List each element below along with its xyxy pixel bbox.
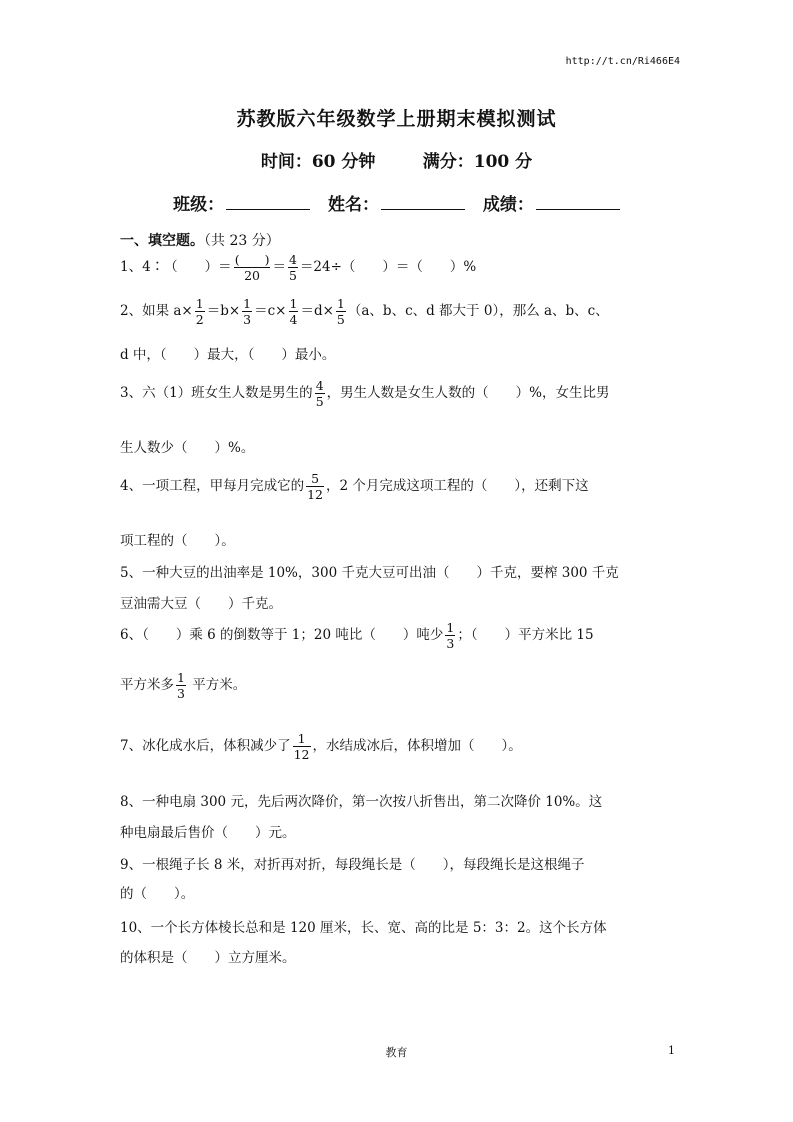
q2-f3-den: 4 bbox=[289, 312, 298, 327]
q4-text-a: 4、一项工程，甲每月完成它的 bbox=[120, 478, 305, 494]
time-limit: 时间：60 分钟 bbox=[260, 152, 376, 172]
q2-fraction-3 bbox=[289, 296, 299, 327]
question-10: 10、一个长方体棱长总和是 120 厘米，长、宽、高的比是 5：3：2。这个长方体 bbox=[120, 920, 607, 936]
q7-text-b: ，水结成冰后，体积增加（ ）。 bbox=[312, 738, 522, 754]
grade-blank[interactable] bbox=[536, 195, 620, 210]
question-3 bbox=[120, 378, 609, 409]
q3-f-num: 4 bbox=[315, 378, 324, 393]
question-4 bbox=[120, 471, 589, 502]
q6-fraction-1 bbox=[445, 620, 455, 651]
exam-meta bbox=[0, 147, 793, 172]
q1-f2-den: 5 bbox=[288, 268, 297, 283]
q3-fraction bbox=[315, 378, 325, 409]
q2-f1-den: 2 bbox=[195, 312, 204, 327]
question-3-line-2: 生人数少（ ）%。 bbox=[120, 440, 255, 456]
q6-f1-num: 1 bbox=[446, 620, 455, 635]
q4-f-den: 12 bbox=[307, 487, 323, 502]
q2-f2-num: 1 bbox=[243, 296, 252, 311]
q2-text-d: ＝d× bbox=[300, 303, 334, 319]
question-4-line-2: 项工程的（ ）。 bbox=[120, 533, 235, 549]
name-blank[interactable] bbox=[381, 195, 465, 210]
q6-f2-num: 1 bbox=[177, 670, 185, 685]
question-8-line-2: 种电扇最后售价（ ）元。 bbox=[120, 825, 296, 841]
q2-f2-den: 3 bbox=[243, 312, 252, 327]
q1-f1-den: 20 bbox=[244, 268, 261, 283]
q6-f1-den: 3 bbox=[446, 636, 455, 651]
q3-f-den: 5 bbox=[315, 394, 324, 409]
footer-text: 教育 bbox=[385, 1046, 408, 1059]
question-10-line-2: 的体积是（ ）立方厘米。 bbox=[120, 950, 296, 966]
q2-text-c: ＝c× bbox=[254, 303, 287, 319]
question-1 bbox=[120, 252, 476, 283]
q6-text-b: ；（ ）平方米比 15 bbox=[457, 627, 594, 643]
section-note: （共 23 分） bbox=[204, 233, 280, 249]
q4-fraction bbox=[306, 471, 324, 502]
q2-text-a: 2、如果 a× bbox=[120, 303, 193, 319]
q2-fraction-1 bbox=[195, 296, 205, 327]
q2-text-b: ＝b× bbox=[206, 303, 241, 319]
section-title: 一、填空题。 bbox=[120, 233, 204, 249]
q1-text-a: 1、4∶（ ）＝ bbox=[120, 259, 232, 275]
q6-text-a: 6、（ ）乘 6 的倒数等于 1；20 吨比（ ）吨少 bbox=[120, 627, 444, 643]
page-title: 苏教版六年级数学上册期末模拟测试 bbox=[236, 108, 557, 130]
class-blank[interactable] bbox=[226, 195, 310, 210]
q7-f-den: 12 bbox=[293, 747, 310, 762]
q7-fraction bbox=[293, 731, 311, 762]
header-url: http://t.cn/Ri466E4 bbox=[565, 56, 680, 67]
q2-f4-num: 1 bbox=[336, 296, 345, 311]
q7-text-a: 7、冰化成水后，体积减少了 bbox=[120, 738, 291, 754]
q3-text-b: ，男生人数是女生人数的（ ）%，女生比男 bbox=[326, 385, 610, 401]
question-2 bbox=[120, 296, 609, 327]
full-score: 满分：100 分 bbox=[422, 152, 533, 172]
section-heading bbox=[120, 230, 280, 250]
question-6-line-2 bbox=[120, 670, 246, 701]
q2-f3-num: 1 bbox=[289, 296, 298, 311]
q3-text-a: 3、六（1）班女生人数是男生的 bbox=[120, 385, 313, 401]
q2-fraction-4 bbox=[336, 296, 346, 327]
question-5-line-2: 豆油需大豆（ ）千克。 bbox=[120, 596, 282, 612]
page-number: 1 bbox=[668, 1044, 675, 1057]
q4-f-num: 5 bbox=[306, 471, 324, 487]
q6-f2-den: 3 bbox=[177, 686, 185, 701]
q1-fraction-1 bbox=[234, 252, 271, 283]
question-8: 8、一种电扇 300 元，先后两次降价，第一次按八折售出，第二次降价 10%。这 bbox=[120, 794, 603, 810]
grade-label: 成绩： bbox=[482, 195, 534, 215]
question-5: 5、一种大豆的出油率是 10%，300 千克大豆可出油（ ）千克，要榨 300 千克 bbox=[120, 565, 619, 581]
question-2-line-2: d 中，（ ）最大，（ ）最小。 bbox=[120, 347, 336, 363]
question-9-line-2: 的（ ）。 bbox=[120, 886, 195, 902]
q1-f2-num: 4 bbox=[288, 252, 297, 267]
question-7 bbox=[120, 731, 522, 762]
q2-f4-den: 5 bbox=[336, 312, 345, 327]
question-9: 9、一根绳子长 8 米，对折再对折，每段绳长是（ ），每段绳长是这根绳子 bbox=[120, 857, 585, 873]
q6-text-d: 平方米。 bbox=[187, 677, 247, 693]
q1-text-b: ＝ bbox=[272, 259, 286, 275]
q2-fraction-2 bbox=[242, 296, 252, 327]
q1-text-c: ＝24÷（ ）＝（ ）% bbox=[299, 259, 477, 275]
q2-text-e: （a、b、c、d 都大于 0），那么 a、b、c、 bbox=[347, 303, 609, 319]
q2-f1-num: 1 bbox=[195, 296, 204, 311]
q7-f-num: 1 bbox=[293, 731, 311, 747]
question-6 bbox=[120, 620, 594, 651]
q1-fraction-2 bbox=[288, 252, 298, 283]
student-info bbox=[0, 190, 793, 215]
class-label: 班级： bbox=[173, 195, 225, 215]
q6-fraction-2 bbox=[176, 670, 186, 701]
q6-text-c: 平方米多 bbox=[120, 677, 174, 693]
q4-text-b: ，2 个月完成这项工程的（ ），还剩下这 bbox=[326, 478, 589, 494]
name-label: 姓名： bbox=[328, 195, 379, 215]
q1-f1-num: ( ) bbox=[234, 252, 270, 267]
